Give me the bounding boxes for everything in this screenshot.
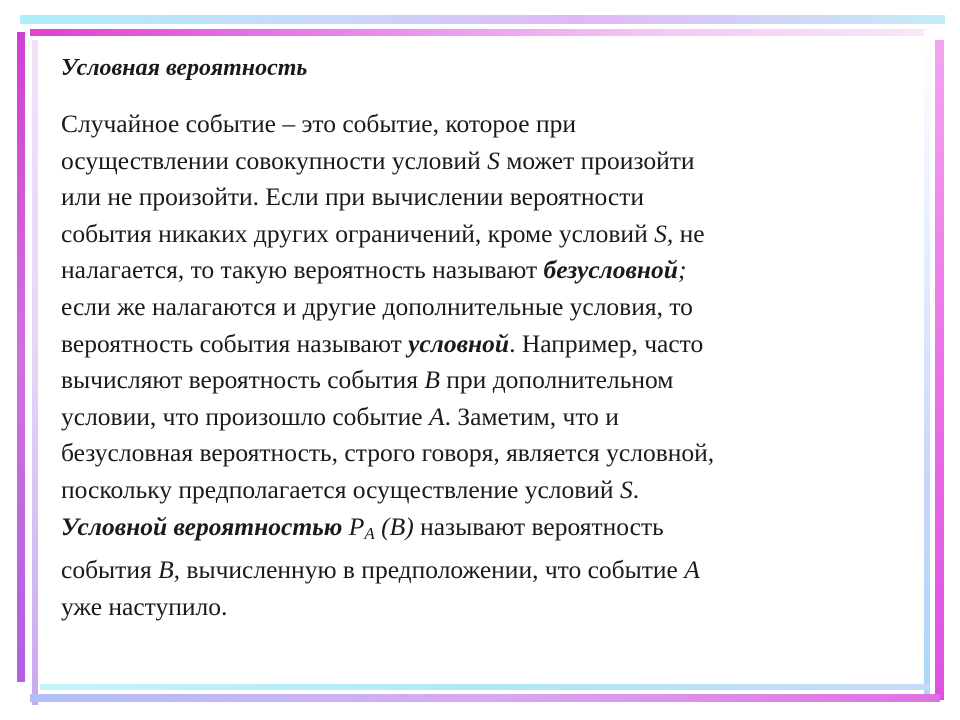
bottom-outer-decor-bar — [30, 694, 940, 702]
var-a: A — [429, 401, 445, 431]
text-line: осуществлении совокупности условий — [61, 145, 488, 175]
term-conditional: условной — [408, 328, 510, 358]
term-conditional-probability: Условной вероятностью — [61, 511, 343, 541]
text-line: . Заметим, что и — [444, 401, 619, 431]
text-line: вычисляют вероятность события — [61, 365, 425, 395]
var-s: S, — [654, 218, 674, 248]
text-line: может произойти — [499, 145, 695, 175]
var-b: B, — [158, 555, 181, 585]
var-a: A — [684, 555, 700, 585]
left-outer-decor-bar — [17, 32, 25, 682]
text-line: поскольку предполагается осуществление условий — [61, 474, 620, 504]
top-outer-decor-bar — [20, 15, 945, 24]
text-line: условии, что произошло событие — [61, 401, 429, 431]
var-s: S — [619, 474, 633, 504]
formula-b: (B) — [374, 511, 414, 541]
text-line: . — [632, 474, 640, 504]
slide-content — [61, 52, 921, 625]
text-line: если же налагаются и другие дополнительные условия, то — [61, 291, 693, 321]
text-line: или не произойти. Если при вычислении вероятности — [61, 182, 645, 212]
text-line: не — [673, 218, 705, 248]
right-outer-decor-bar — [935, 40, 944, 700]
definition-paragraph — [61, 106, 921, 625]
left-inner-decor-bar — [32, 40, 38, 705]
text-line: Случайное событие – это событие, которое при — [61, 109, 576, 138]
term-unconditional: безусловной — [543, 255, 678, 285]
semicolon: ; — [677, 255, 687, 285]
text-line: при дополнительном — [439, 365, 674, 395]
text-line: события никаких других ограничений, кроме условий — [61, 218, 655, 248]
right-inner-decor-bar — [924, 30, 930, 695]
var-b: B — [424, 365, 440, 395]
formula-p: P — [348, 511, 365, 541]
text-line: называют вероятность — [413, 511, 664, 541]
text-line: налагается, то такую вероятность называют — [61, 255, 544, 285]
text-line: . Например, часто — [509, 328, 704, 358]
text-line: уже наступило. — [61, 591, 228, 621]
var-s: S — [487, 145, 500, 175]
text-line: вероятность события называют — [61, 328, 409, 358]
text-line: события — [61, 555, 159, 585]
slide-title: Условная вероятность — [61, 55, 308, 81]
text-line: безусловная вероятность, строго говоря, является условной, — [61, 438, 715, 468]
text-line: вычисленную в предположении, что событие — [180, 555, 685, 585]
top-inner-decor-bar — [30, 29, 930, 36]
bottom-inner-decor-bar — [40, 684, 930, 690]
formula-subscript-a: A — [364, 523, 375, 543]
